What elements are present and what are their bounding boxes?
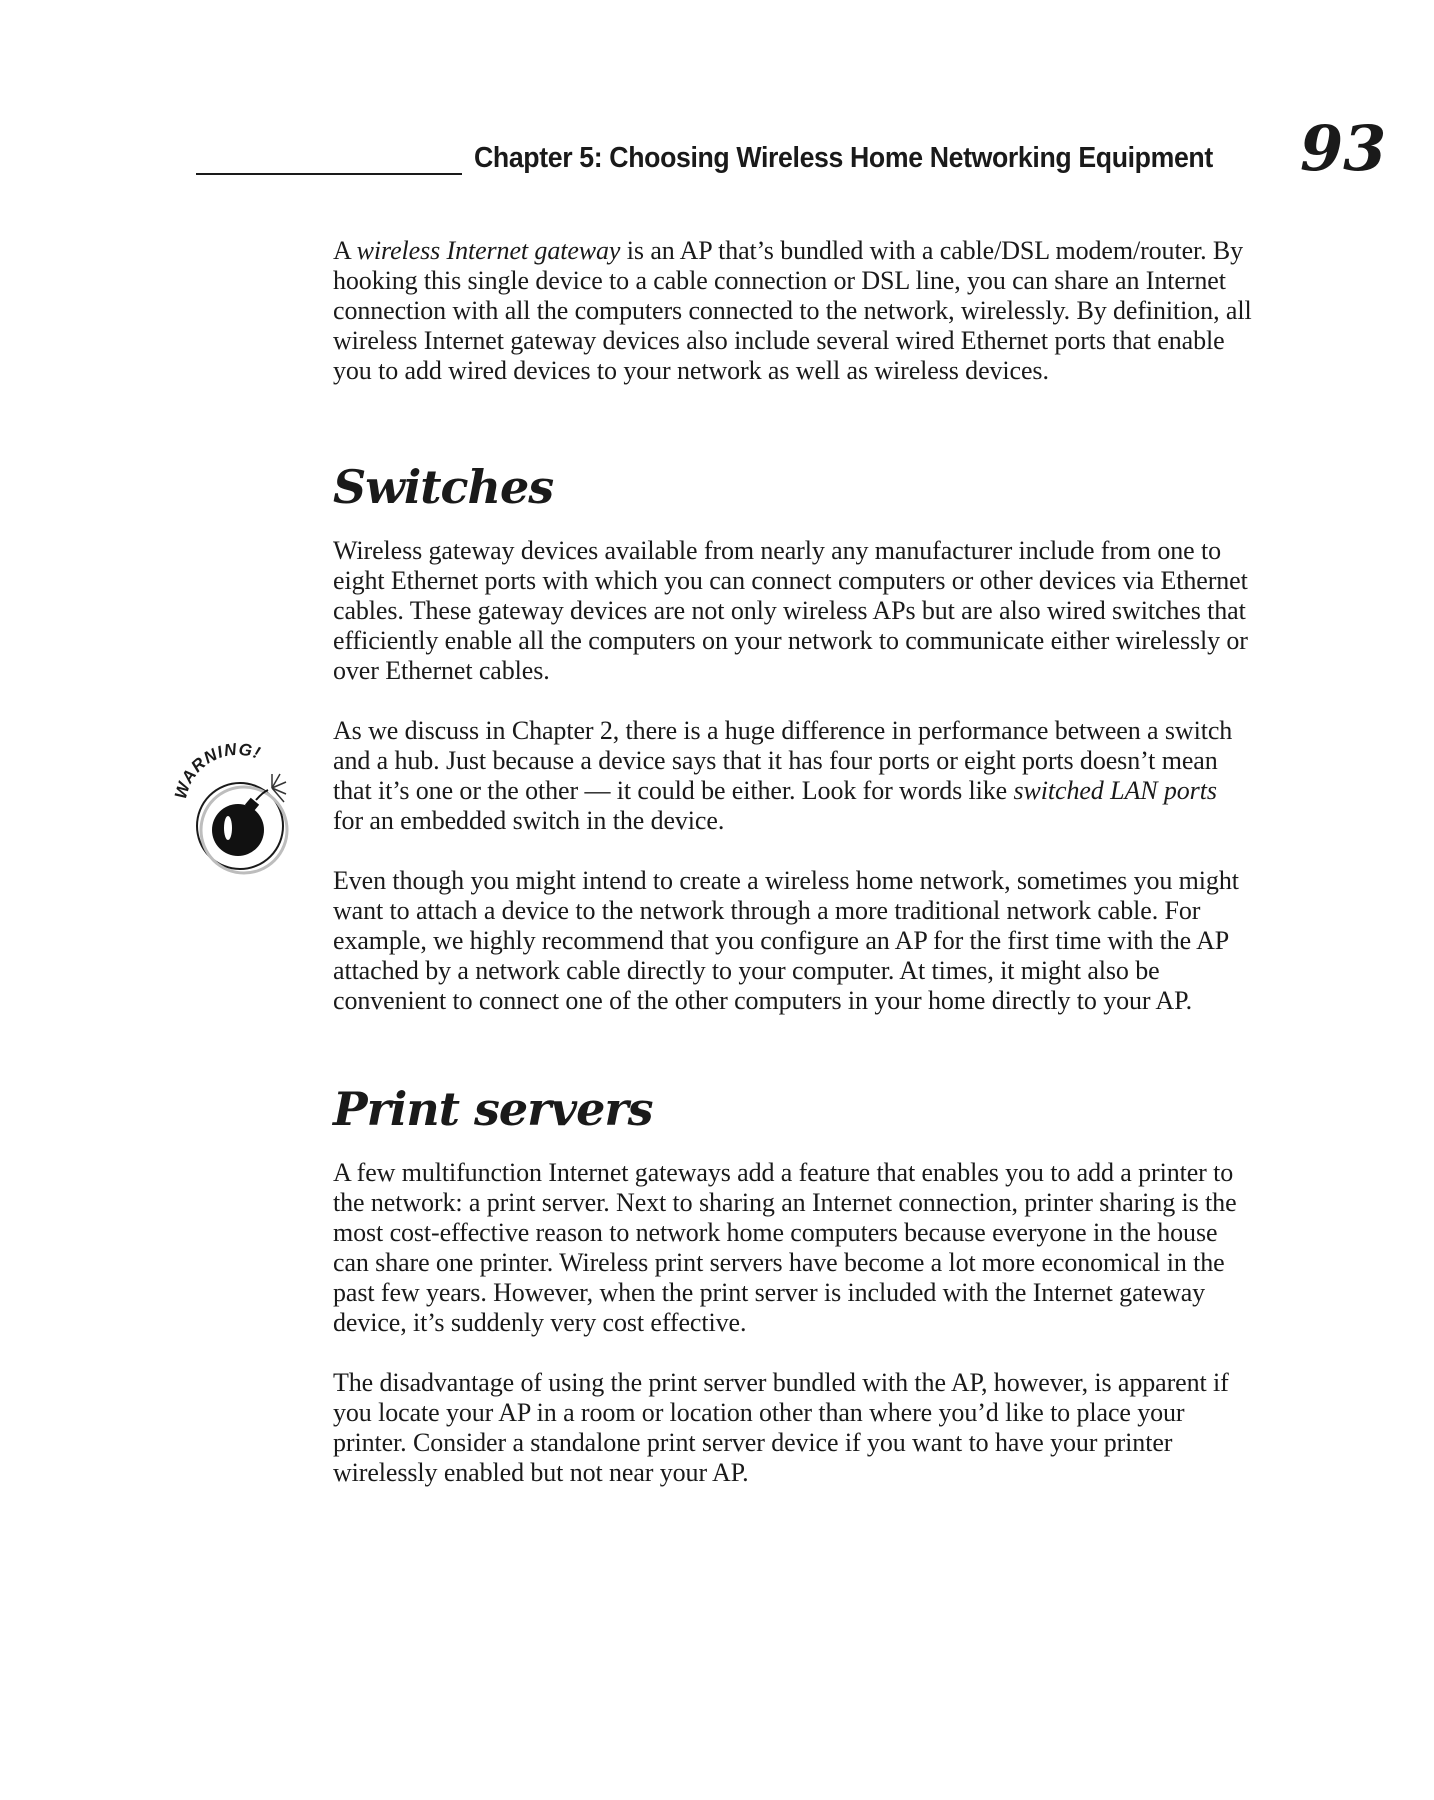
section-heading-print-servers: Print servers — [333, 1082, 653, 1136]
header-rule — [196, 173, 462, 175]
term-switched-lan-ports: switched LAN ports — [1013, 776, 1217, 805]
print-servers-paragraph-2: The disadvantage of using the print server bundled with the AP, however, is apparent if you locate your AP in a room or location other than where you’d like to place your printer. Consider a standalone print server device if you want to have your printer wirelessly enabled but not near your AP. — [333, 1368, 1229, 1487]
print-servers-paragraph-1: A few multifunction Internet gateways add a feature that enables you to add a printer to the network: a print server. Next to sharing an Internet connection, printer sharing is the most cost-effective reason to network home computers because everyone in the house can share one printer. Wireless print servers have become a lot more economical in the past few years. However, when the print server is included with the Internet gateway device, it’s suddenly very cost effective. — [333, 1158, 1237, 1337]
switches-paragraph-2: As we discuss in Chapter 2, there is a huge difference in performance between a switch and a hub. Just because a device says that it has four ports or eight ports doesn’t mean that it’s one or the other — it could be either. Look for words like switched LAN ports for an embedded switch in the device. — [333, 716, 1233, 835]
term-wireless-internet-gateway: wireless Internet gateway — [356, 236, 621, 265]
page-body — [333, 236, 1253, 1488]
chapter-title: Chapter 5: Choosing Wireless Home Networking Equipment — [474, 142, 1213, 174]
switches-paragraph-1: Wireless gateway devices available from nearly any manufacturer include from one to eight Ethernet ports with which you can connect computers or other devices via Ethernet cables. These gateway devices are not only wireless APs but are also wired switches that efficiently enable all the computers on your network to communicate either wirelessly or over Ethernet cables. — [333, 536, 1248, 685]
page-number: 93 — [1300, 112, 1387, 185]
section-heading-switches: Switches — [333, 460, 554, 514]
warning-label: WARNING! — [171, 739, 264, 802]
switches-paragraph-3: Even though you might intend to create a wireless home network, sometimes you might want to attach a device to the network through a more traditional network cable. For example, we highly recommend that you configure an AP for the first time with the AP attached by a network cable directly to your computer. At times, it might also be convenient to connect one of the other computers in your home directly to your AP. — [333, 866, 1239, 1015]
warning-icon — [168, 738, 308, 878]
intro-paragraph: A wireless Internet gateway is an AP that’s bundled with a cable/DSL modem/router. By hooking this single device to a cable connection or DSL line, you can share an Internet connection with all the computers connected to the network, wirelessly. By definition, all wireless Internet gateway devices also include several wired Ethernet ports that enable you to add wired devices to your network as well as wireless devices. — [333, 236, 1252, 385]
